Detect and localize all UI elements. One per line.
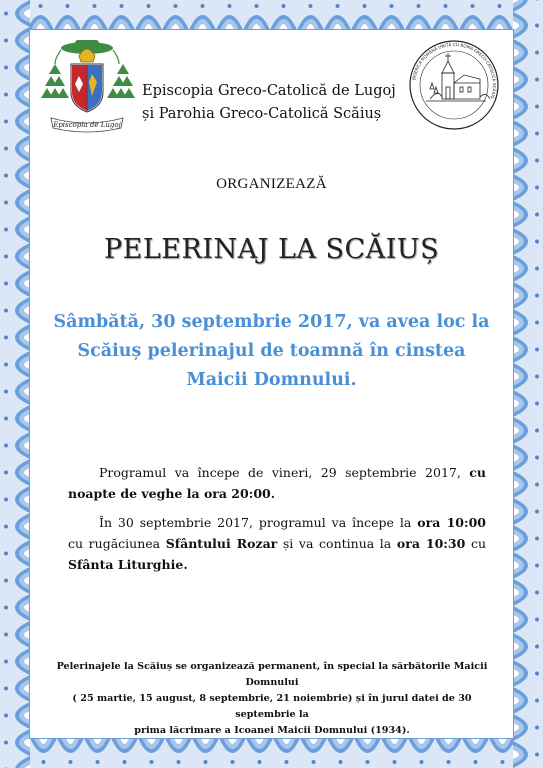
- event-announcement: [38, 308, 505, 395]
- program-details: [68, 462, 486, 583]
- church-logo-icon: [408, 39, 500, 131]
- program-text: În 30 septembrie 2017, programul va începe la: [99, 515, 418, 530]
- program-paragraph-friday: [68, 462, 486, 504]
- page-title: PELERINAJ LA SCĂIUȘ: [103, 234, 440, 265]
- program-highlight: ora 10:30: [396, 536, 466, 551]
- program-text: cu rugăciunea: [68, 536, 166, 551]
- content-area: [30, 30, 513, 738]
- program-highlight: Sfântului Rozar: [165, 536, 278, 551]
- footer-note: [42, 659, 502, 739]
- header-line-parish: și Parohia Greco-Catolică Scăiuș: [142, 106, 382, 122]
- program-highlight: cu noapte de veghe la ora 20:00.: [68, 465, 486, 501]
- program-text: Programul va începe de vineri, 29 septembrie 2017,: [99, 465, 470, 480]
- bishop-crest-icon: [37, 34, 137, 134]
- svg-text:BISERICA ROMÂNĂ UNITĂ CU ROMA: BISERICA ROMÂNĂ UNITĂ CU ROMA GRECO-CATOLICĂ SCĂIUȘ: [411, 41, 498, 100]
- program-highlight: ora 10:00: [417, 515, 487, 530]
- organizer-label: ORGANIZEAZĂ: [216, 176, 327, 192]
- announcement-line: Maicii Domnului.: [186, 370, 357, 390]
- announcement-line: Sâmbătă, 30 septembrie 2017, va avea loc la: [53, 312, 490, 332]
- program-text: și va continua la: [277, 536, 397, 551]
- header-line-bishopric: Episcopia Greco-Catolică de Lugoj: [142, 83, 396, 99]
- program-text: cu: [465, 536, 486, 551]
- program-paragraph-saturday: [68, 512, 486, 575]
- header-title: [142, 80, 412, 126]
- footer-line: prima lăcrimare a Icoanei Maicii Domnului (1934).: [134, 725, 410, 736]
- footer-line: Pelerinajele la Scăiuș se organizează permanent, în special la sărbătorile Maicii Domnului: [56, 661, 488, 688]
- footer-line: ( 25 martie, 15 august, 8 septembrie, 21 noiembrie) și în jurul datei de 30 septembrie la: [72, 693, 472, 720]
- program-highlight: Sfânta Liturghie.: [68, 557, 188, 572]
- announcement-line: Scăiuș pelerinajul de toamnă în cinstea: [77, 341, 466, 361]
- svg-text:Episcopia de Lugoj: Episcopia de Lugoj: [53, 121, 121, 129]
